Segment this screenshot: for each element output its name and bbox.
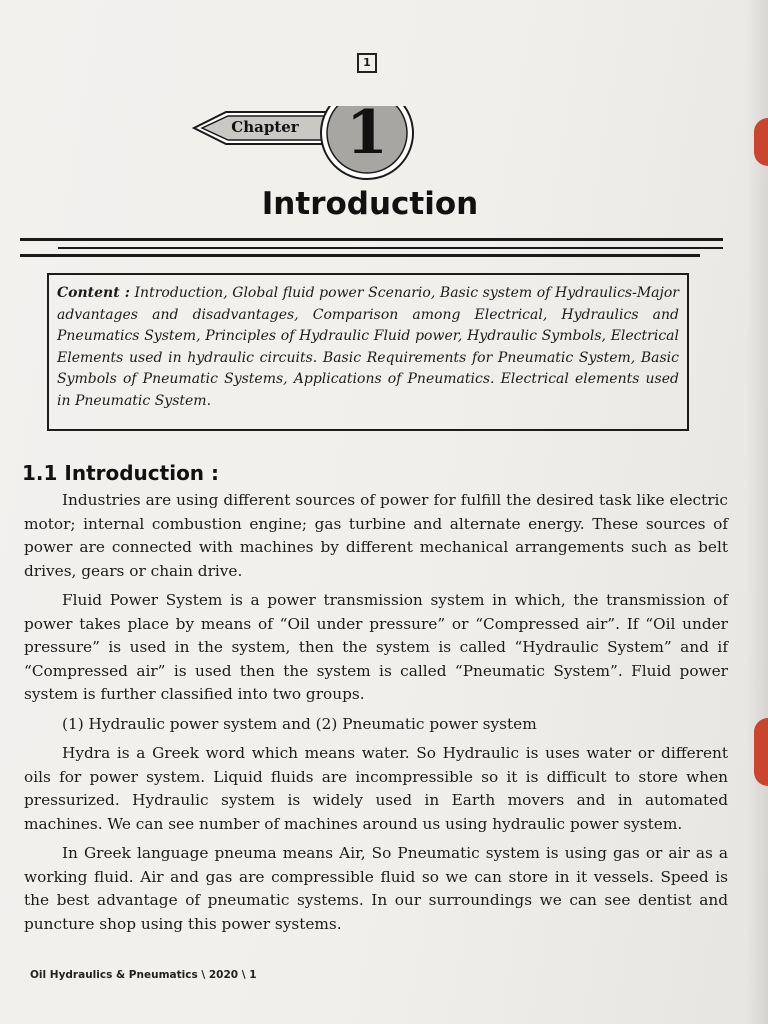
chapter-title: Introduction <box>261 186 479 222</box>
paragraph: Fluid Power System is a power transmission system in which, the transmission of power takes place by means of “Oil under pressure” or “Compressed air”. If “Oil under pressure” is used in the system, then the system is called “Hydraulic System” and if “Compressed air” is used then the system is called “Pneumatic System”. Fluid power system is further classified into two groups. <box>24 591 728 703</box>
paragraph: Hydra is a Greek word which means water. So Hydraulic is uses water or different oils for power system. Liquid fluids are incompressible so it is difficult to store when pressurized. Hydraulic system is widely used in Earth movers and in automated machines. We can see number of machines around us using hydraulic power system. <box>24 744 728 833</box>
contents-label: Content : <box>57 285 130 301</box>
paragraph: (1) Hydraulic power system and (2) Pneumatic power system <box>62 714 537 733</box>
chapter-number: 1 <box>346 98 388 168</box>
title-rule-bottom <box>20 254 700 257</box>
paragraph: Industries are using different sources of power for fulfill the desired task like electric motor; internal combustion engine; gas turbine and alternate energy. These sources of power are connected with machines by different mechanical arrangements such as belt drives, gears or chain drive. <box>24 491 728 580</box>
paragraph: In Greek language pneuma means Air, So Pneumatic system is using gas or air as a working fluid. Air and gas are compressible fluid so we can store in it vessels. Speed is the best advantage of pneumatic systems. In our surroundings we can see dentist and puncture shop using this power systems. <box>24 844 728 933</box>
chapter-label: Chapter <box>231 118 299 136</box>
section-body <box>24 489 728 942</box>
section-heading: 1.1 Introduction : <box>22 461 220 485</box>
page-number: 1 <box>357 53 377 73</box>
red-page-tab <box>754 118 768 166</box>
chapter-contents-box <box>47 273 689 431</box>
title-rule-middle <box>58 247 723 249</box>
chapter-contents-text <box>57 283 679 413</box>
title-rule-top <box>20 238 723 241</box>
red-page-tab <box>754 718 768 786</box>
page-footer: Oil Hydraulics & Pneumatics \ 2020 \ 1 <box>30 969 257 981</box>
contents-list: Introduction, Global fluid power Scenario, Basic system of Hydraulics-Major advantages and disadvantages, Comparison among Electrical, Hydraulics and Pneumatics System, Principles of Hydraulic Fluid power, Hydraulic Symbols, Electrical Elements used in hydraulic circuits. Basic Requirements for Pneumatic System, Basic Symbols of Pneumatic Systems, Applications of Pneumatics. Electrical elements used in Pneumatic System. <box>57 285 679 409</box>
